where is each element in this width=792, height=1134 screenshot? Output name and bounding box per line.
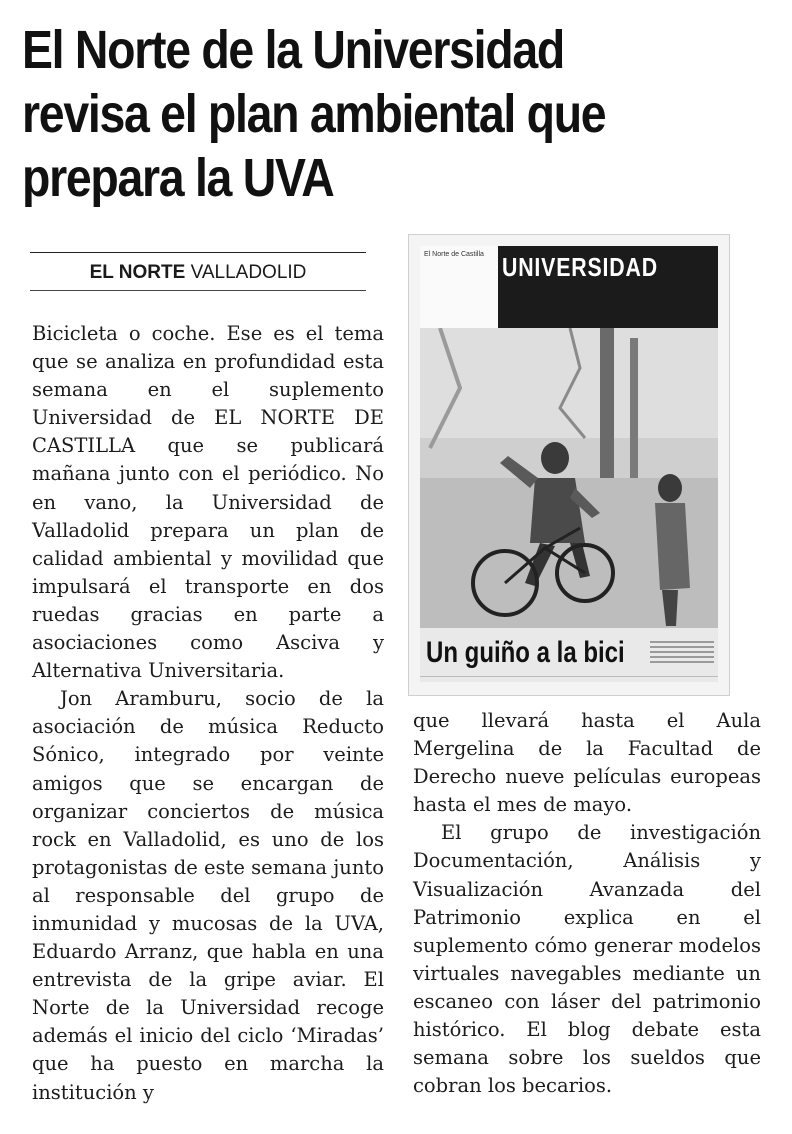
byline-publication: EL NORTE xyxy=(89,262,186,283)
cover-masthead-text: UNIVERSIDAD xyxy=(502,252,658,282)
article-paragraph: que llevará hasta el Aula Mergelina de la Facultad de Derecho nueve películas europeas hasta el mes de mayo. xyxy=(413,709,761,817)
article-column-right xyxy=(413,707,761,1100)
cover-photo-cyclist xyxy=(420,328,718,628)
cover-side-teasers xyxy=(650,638,714,674)
article-paragraph: Bicicleta o coche. Ese es el tema que se analiza en profundidad esta semana en el suplemento Universidad de EL NORTE DE CASTILLA que se publicará mañana junto con el periódico. No en vano, la Universidad de Valladolid prepara un plan de calidad ambiental y movilidad que impulsará el transporte en dos ruedas gracias en parte a asociaciones como Asciva y Alternativa Universitaria. xyxy=(32,322,384,683)
cover-header xyxy=(420,246,718,328)
byline xyxy=(30,258,366,288)
cover-footer-rule xyxy=(420,676,718,677)
byline-bottom-rule xyxy=(30,290,366,291)
byline-top-rule xyxy=(30,252,366,253)
supplement-cover-image xyxy=(408,234,730,696)
cover-title: Un guiño a la bici xyxy=(426,636,625,669)
cover-masthead xyxy=(498,246,718,328)
article-column-left xyxy=(32,320,384,1107)
cover-page xyxy=(420,246,718,682)
cover-brand: El Norte de Castilla xyxy=(424,251,484,258)
article-headline: El Norte de la Universidad revisa el plan ambiental que prepara la UVA xyxy=(22,20,606,208)
article-paragraph: Jon Aramburu, socio de la asociación de música Reducto Sónico, integrado por veinte amigos que se encargan de organizar conciertos de música rock en Valladolid, es uno de los protagonistas de este semana junto al responsable del grupo de inmunidad y mucosas de la UVA, Eduardo Arranz, que habla en una entrevista de la gripe aviar. El Norte de la Universidad recoge además el inicio del ciclo ‘Miradas’ que ha puesto en marcha la institución y xyxy=(32,687,384,1104)
byline-location: VALLADOLID xyxy=(190,262,307,283)
article-paragraph: El grupo de investigación Documentación, Análisis y Visualización Avanzada del Patrimonio explica en el suplemento cómo generar modelos virtuales navegables mediante un escaneo con láser del patrimonio histórico. El blog debate esta semana sobre los sueldos que cobran los becarios. xyxy=(413,821,761,1098)
